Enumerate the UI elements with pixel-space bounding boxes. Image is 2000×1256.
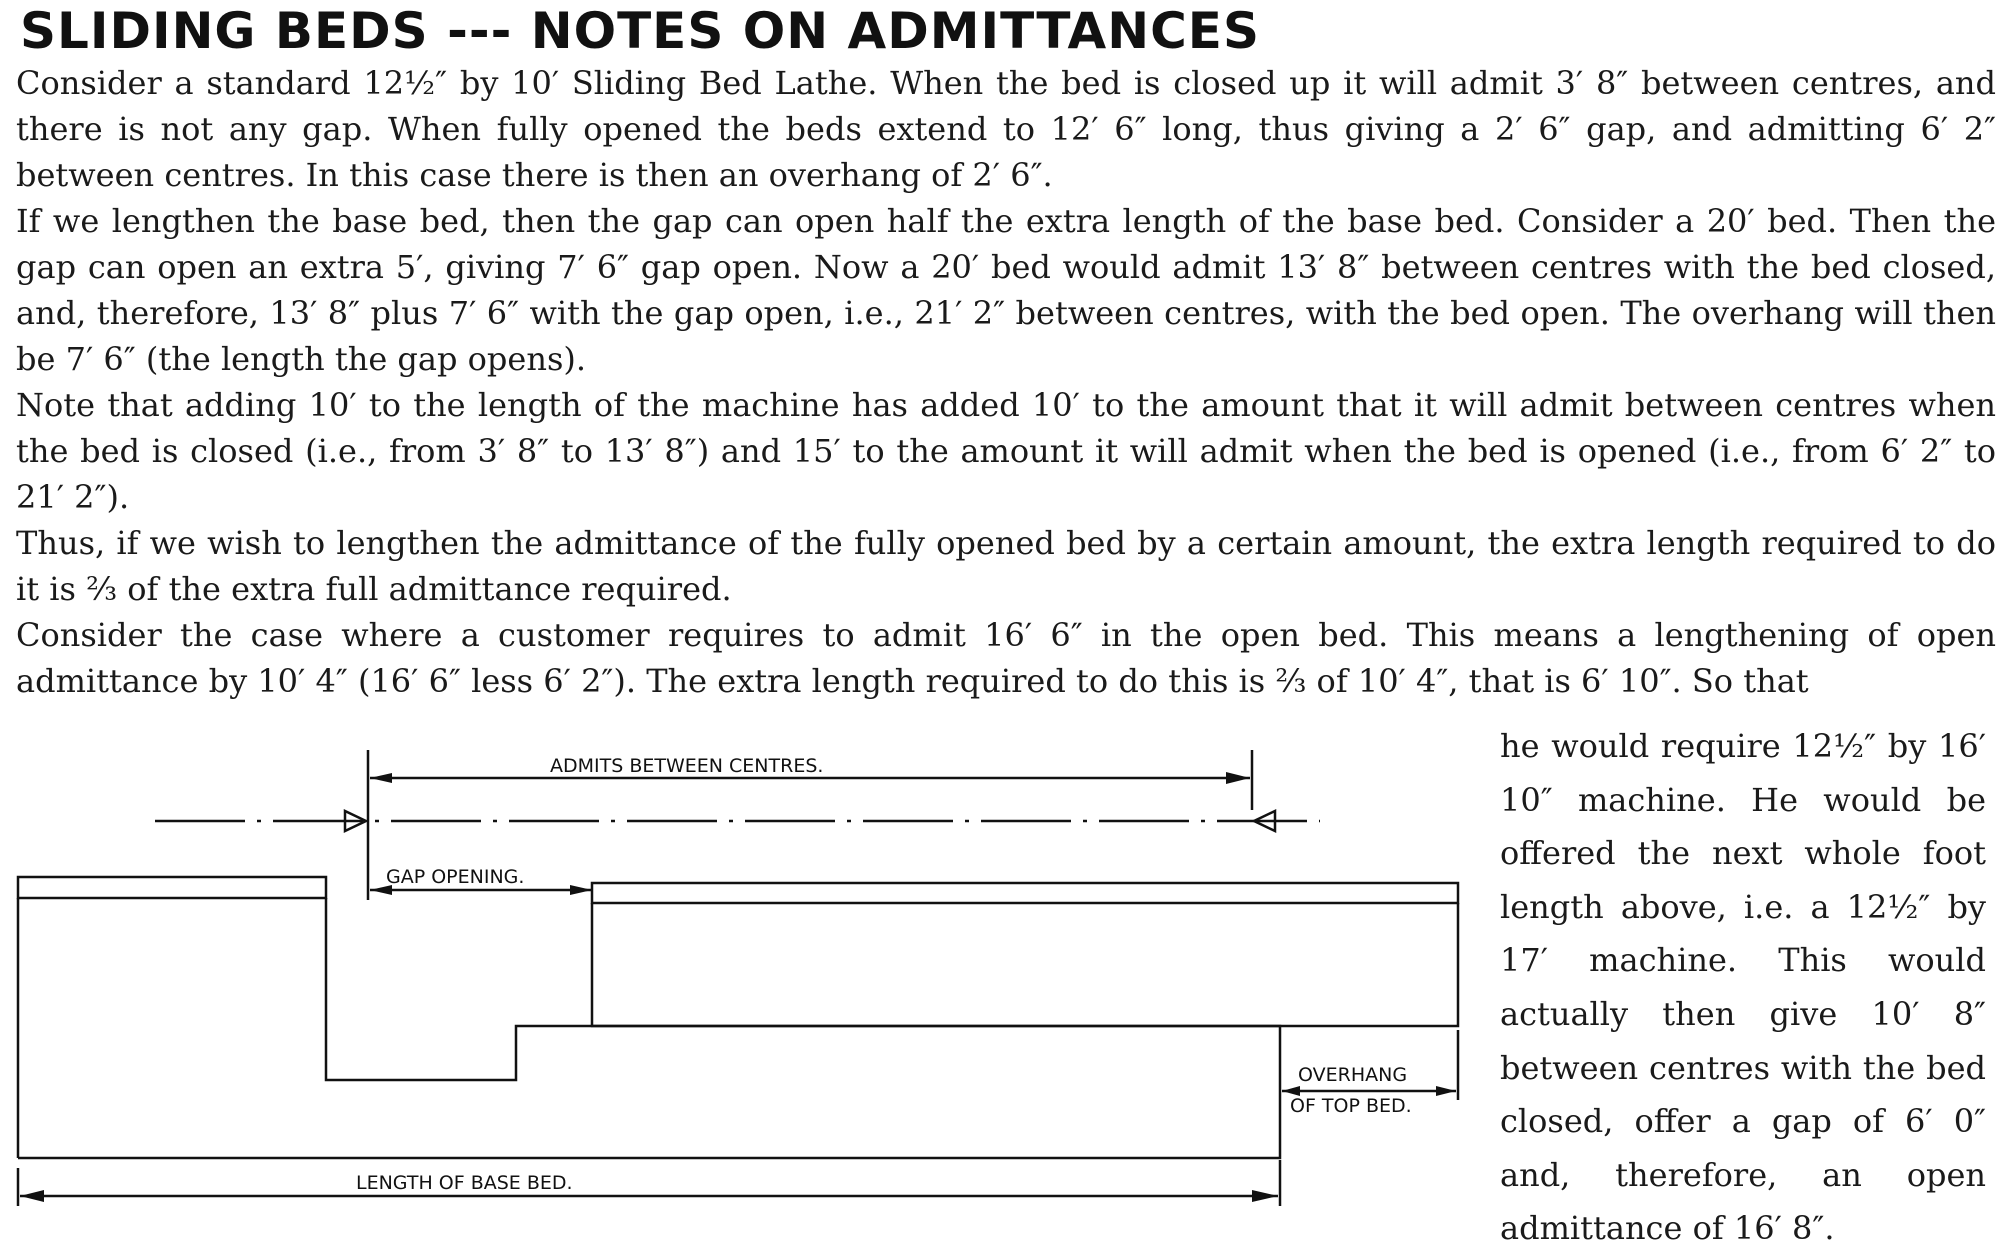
body-text [16, 60, 1996, 704]
paragraph-4: Thus, if we wish to lengthen the admittance of the fully opened bed by a certain amount, the extra length required to do it is ⅔ of the extra full admittance required. [16, 524, 1996, 608]
page-title: SLIDING BEDS --- NOTES ON ADMITTANCES [20, 2, 1260, 60]
side-paragraph: he would require 12½″ by 16′ 10″ machine. He would be offered the next whole foot length above, i.e. a 12½″ by 17′ machine. This would actually then give 10′ 8″ between centres with the bed closed, offer a gap of 6′ 0″ and, therefore, an open admittance of 16′ 8″. [1500, 727, 1986, 1248]
side-text-block [1500, 720, 1986, 1256]
diagram-svg [0, 740, 1490, 1249]
base-bed-body [18, 1026, 1280, 1158]
arrow-gap-right [570, 885, 592, 895]
arrow-base-left [20, 1190, 44, 1202]
left-top-bed-rail [18, 877, 326, 898]
arrow-admits-right [1226, 772, 1250, 784]
arrow-base-right [1252, 1190, 1278, 1202]
label-overhang: OVERHANG [1298, 1064, 1408, 1086]
top-bed-rail [592, 883, 1458, 903]
arrow-overhang-right [1436, 1086, 1456, 1096]
base-gap-step [326, 898, 592, 1080]
top-bed-body [592, 903, 1458, 1026]
arrow-admits-left [370, 773, 392, 783]
paragraph-2: If we lengthen the base bed, then the gap can open half the extra length of the base bed. Consider a 20′ bed. Then the gap can open an extra 5′, giving 7′ 6″ gap open. Now a 20′ bed would admit 13′ 8″ between centres with the bed closed, and, therefore, 13′ 8″ plus 7′ 6″ with the gap open, i.e., 21′ 2″ between centres, with the bed open. The overhang will then be 7′ 6″ (the length the gap opens). [16, 202, 1996, 378]
paragraph-5: Consider the case where a customer requires to admit 16′ 6″ in the open bed. This means a lengthening of open admittance by 10′ 4″ (16′ 6″ less 6′ 2″). The extra length required to do this is ⅔ of 10′ 4″, that is 6′ 10″. So that [16, 616, 1996, 700]
label-length-of-base-bed: LENGTH OF BASE BED. [356, 1172, 573, 1194]
paragraph-1: Consider a standard 12½″ by 10′ Sliding Bed Lathe. When the bed is closed up it will admit 3′ 8″ between centres, and there is not any gap. When fully opened the beds extend to 12′ 6″ long, thus giving a 2′ 6″ gap, and admitting 6′ 2″ between centres. In this case there is then an overhang of 2′ 6″. [16, 64, 1996, 194]
label-of-top-bed: OF TOP BED. [1290, 1095, 1412, 1117]
label-admits-between-centres: ADMITS BETWEEN CENTRES. [550, 755, 824, 777]
label-gap-opening: GAP OPENING. [386, 866, 525, 888]
paragraph-3: Note that adding 10′ to the length of the machine has added 10′ to the amount that it will admit between centres when the bed is closed (i.e., from 3′ 8″ to 13′ 8″) and 15′ to the amount it will admit when the bed is opened (i.e., from 6′ 2″ to 21′ 2″). [16, 386, 1996, 516]
sliding-bed-diagram [0, 740, 1490, 1249]
